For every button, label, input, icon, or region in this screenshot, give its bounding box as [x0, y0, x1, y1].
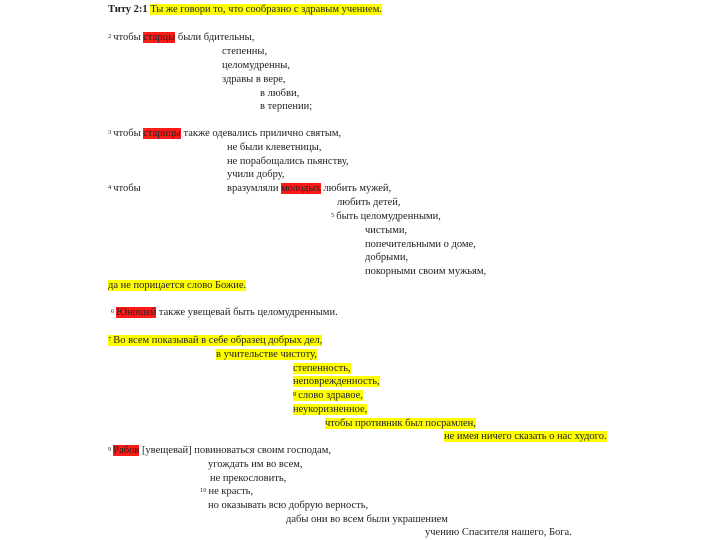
verse-text: быть целомудренными,: [336, 211, 441, 222]
verse-10-line-2: [200, 485, 253, 498]
verse-5-line-2: чистыми,: [365, 225, 408, 236]
title-text: Ты же говори то, что сообразно с здравым учением.: [150, 4, 382, 15]
highlight-young-men: Юношей: [116, 307, 157, 318]
verse-8-line-2: [293, 403, 367, 416]
verse-3-line-3: не порабощались пьянству,: [227, 156, 349, 167]
verse-text: также увещевай быть целомудренными.: [158, 307, 338, 318]
verse-9-line-1: [108, 444, 331, 457]
verse-number: 6: [111, 308, 115, 315]
verse-7-line-3: [293, 362, 351, 375]
title-reference: Титу 2:1: [108, 4, 148, 15]
verse-number: 5: [331, 212, 335, 219]
verse-text: не имея ничего сказать о нас худого.: [444, 431, 607, 442]
verse-10-line-1: не прекословить,: [210, 473, 287, 484]
verse-text: слово здравое,: [298, 390, 363, 401]
verse-text: в учительстве: [216, 349, 278, 360]
verse-text: были бдительны,: [177, 32, 255, 43]
verse-text: Во всем показывай в себе образец добрых дел,: [113, 335, 323, 346]
verse-4-line-1a: [108, 182, 141, 195]
verse-8-line-4: [444, 430, 607, 443]
verse-3-line-1: [108, 127, 341, 140]
verse-2-line-5: в любви,: [260, 88, 300, 99]
verse-number: 4: [108, 184, 112, 191]
verse-3-line-2: не были клеветницы,: [227, 142, 322, 153]
verse-8-line-1: [293, 389, 363, 402]
verse-text: чтобы: [113, 128, 141, 139]
verse-3-line-4: учили добру,: [227, 169, 285, 180]
verse-5-line-6: [108, 279, 246, 292]
verse-text: любить мужей,: [323, 183, 392, 194]
verse-8-line-3: [325, 417, 476, 430]
verse-10-line-5: учению Спасителя нашего, Бога.: [425, 527, 572, 538]
verse-7-line-2: [216, 348, 317, 361]
verse-text: степенность,: [293, 363, 351, 374]
highlight-word-of-god: да не порицается слово Божие.: [108, 280, 247, 291]
verse-text: чтобы: [113, 32, 141, 43]
verse-number: 7: [108, 336, 112, 343]
verse-number: 10: [200, 487, 207, 494]
highlight-older-women: старицы: [143, 128, 181, 139]
verse-number: 8: [293, 391, 297, 398]
verse-5-line-3: попечительными о доме,: [365, 239, 476, 250]
verse-text: неукоризненное,: [293, 404, 368, 415]
verse-text: также одевались прилично святым,: [183, 128, 342, 139]
verse-2-line-1: [108, 31, 254, 44]
verse-6-line-1: [111, 306, 338, 319]
highlight-young-women: молодых: [281, 183, 321, 194]
verse-10-line-4: дабы они во всем были украшением: [286, 514, 448, 525]
verse-2-line-2: степенны,: [222, 46, 268, 57]
verse-number: 3: [108, 129, 112, 136]
verse-7-line-4: [293, 375, 380, 388]
verse-text: вразумляли: [227, 183, 279, 194]
highlight-slaves: Рабов: [113, 445, 140, 456]
verse-2-line-6: в терпении;: [260, 101, 313, 112]
verse-text: чистоту,: [280, 349, 317, 360]
verse-text: чтобы противник был посрамлен,: [325, 418, 476, 429]
verse-4-line-2: любить детей,: [337, 197, 401, 208]
verse-2-line-4: здравы в вере,: [222, 74, 286, 85]
verse-9-line-2: угождать им во всем,: [208, 459, 303, 470]
verse-text: [увещевай] повиноваться своим господам,: [141, 445, 331, 456]
verse-text: не красть,: [208, 486, 254, 497]
title-line: [108, 3, 382, 16]
verse-10-line-3: но оказывать всю добрую верность,: [208, 500, 369, 511]
verse-5-line-1: [331, 210, 441, 223]
verse-number: 2: [108, 33, 112, 40]
verse-5-line-4: добрыми,: [365, 252, 409, 263]
verse-4-line-1b: [227, 182, 391, 195]
highlight-elders: старцы: [143, 32, 176, 43]
verse-text: чтобы: [113, 183, 141, 194]
verse-number: 9: [108, 446, 112, 453]
verse-7-line-1: [108, 334, 322, 347]
verse-text: неповрежденность,: [293, 376, 380, 387]
verse-2-line-3: целомудренны,: [222, 60, 290, 71]
verse-5-line-5: покорными своим мужьям,: [365, 266, 487, 277]
